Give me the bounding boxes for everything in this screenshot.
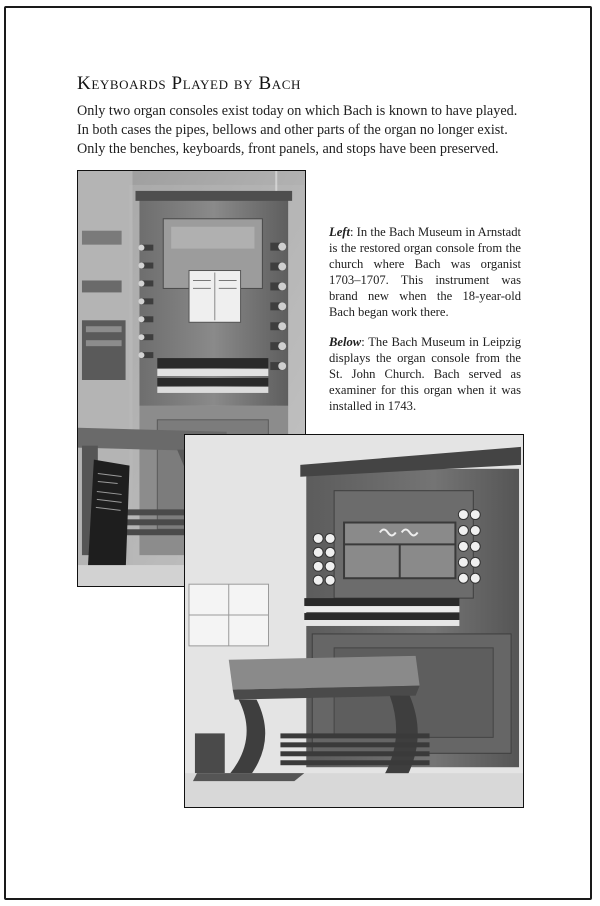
below-caption-lead: Below bbox=[329, 335, 362, 349]
photo-captions bbox=[329, 224, 521, 428]
below-caption bbox=[329, 334, 521, 414]
left-caption-text: : In the Bach Museum in Arnstadt is the restored organ console from the church where Bach was organist 1703–1707. This instrument was brand new when the 18-year-old Bach began work there. bbox=[329, 225, 521, 319]
below-caption-text: : The Bach Museum in Leipzig displays the organ console from the St. John Church. Bach served as examiner for this organ when it was installed in 1743. bbox=[329, 335, 521, 413]
left-caption bbox=[329, 224, 521, 320]
leipzig-organ-illustration bbox=[185, 435, 523, 807]
left-caption-lead: Left bbox=[329, 225, 350, 239]
intro-paragraph: Only two organ consoles exist today on which Bach is known to have played. In both cases the pipes, bellows and other parts of the organ no longer exist. Only the benches, keyboards, front panels, and stops have been preserved. bbox=[77, 103, 518, 157]
section-heading: Keyboards Played by Bach bbox=[77, 73, 302, 94]
leipzig-organ-photo bbox=[184, 434, 524, 808]
